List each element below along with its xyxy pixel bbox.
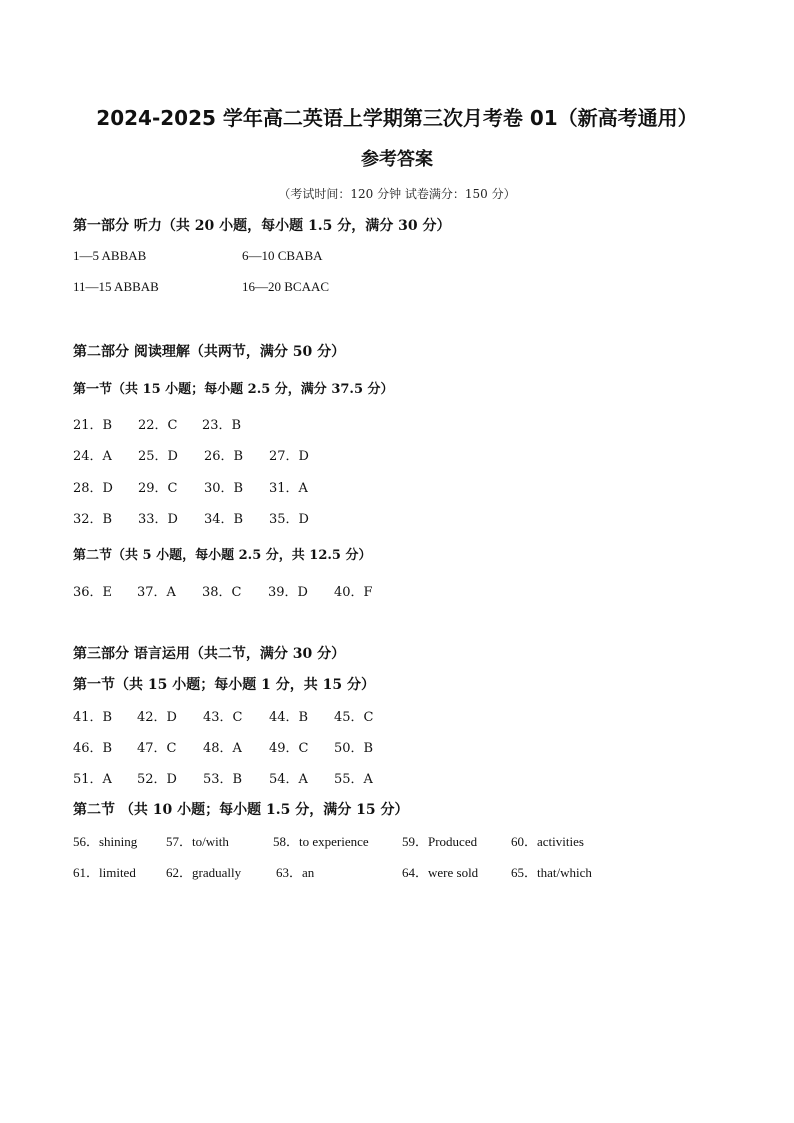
answer-item: 29．C	[138, 481, 178, 496]
answer-item: 30．B	[204, 481, 244, 496]
answer-item: 65．that/which	[511, 865, 592, 880]
answer-item: 45．C	[334, 710, 374, 725]
exam-info: （考试时间：120 分钟 试卷满分：150 分）	[278, 187, 516, 201]
answer-item: 61．limited	[73, 865, 136, 880]
answer-item: 51．A	[73, 772, 112, 787]
answer-group: 16—20 BCAAC	[242, 279, 330, 294]
answer-item: 52．D	[137, 772, 177, 787]
answer-item: 38．C	[202, 585, 242, 600]
answer-item: 58．to experience	[273, 834, 369, 849]
answer-item: 32．B	[73, 512, 113, 527]
answer-item: 63．an	[276, 865, 315, 880]
answer-group: 6—10 CBABA	[242, 248, 323, 263]
answer-item: 53．B	[203, 772, 243, 787]
answer-item: 28．D	[73, 481, 113, 496]
part1-heading: 第一部分 听力（共 20 小题，每小题 1.5 分，满分 30 分）	[73, 218, 451, 234]
answer-item: 35．D	[269, 512, 309, 527]
page-subtitle: 参考答案	[361, 149, 433, 170]
answer-item: 21．B	[73, 418, 113, 433]
answer-item: 31．A	[269, 481, 308, 496]
answer-item: 40．F	[334, 585, 373, 600]
part2-section1-heading: 第一节（共 15 小题；每小题 2.5 分，满分 37.5 分）	[73, 382, 394, 397]
part3-section2-heading: 第二节 （共 10 小题；每小题 1.5 分，满分 15 分）	[73, 802, 409, 818]
answer-item: 54．A	[269, 772, 308, 787]
part2-section2-heading: 第二节（共 5 小题，每小题 2.5 分，共 12.5 分）	[73, 548, 372, 563]
answer-item: 22．C	[138, 418, 178, 433]
answer-item: 33．D	[138, 512, 178, 527]
answer-item: 44．B	[269, 710, 309, 725]
part3-section1-heading: 第一节（共 15 小题；每小题 1 分，共 15 分）	[73, 677, 375, 693]
answer-item: 27．D	[269, 449, 309, 464]
answer-item: 64．were sold	[402, 865, 479, 880]
answer-group: 11—15 ABBAB	[73, 279, 159, 294]
answer-item: 23．B	[202, 418, 242, 433]
answer-item: 26．B	[204, 449, 244, 464]
answer-item: 39．D	[268, 585, 308, 600]
answer-item: 42．D	[137, 710, 177, 725]
part2-heading: 第二部分 阅读理解（共两节，满分 50 分）	[73, 344, 346, 360]
answer-item: 55．A	[334, 772, 373, 787]
answer-item: 50．B	[334, 741, 374, 756]
answer-item: 47．C	[137, 741, 177, 756]
part3-heading: 第三部分 语言运用（共二节，满分 30 分）	[73, 646, 346, 662]
answer-item: 41．B	[73, 710, 113, 725]
page-title: 2024-2025 学年高二英语上学期第三次月考卷 01（新高考通用）	[96, 106, 698, 130]
answer-item: 46．B	[73, 741, 113, 756]
answer-group: 1—5 ABBAB	[73, 248, 147, 263]
answer-item: 62．gradually	[166, 865, 242, 880]
answer-item: 43．C	[203, 710, 243, 725]
answer-item: 34．B	[204, 512, 244, 527]
answer-item: 25．D	[138, 449, 178, 464]
answer-item: 48．A	[203, 741, 242, 756]
answer-item: 37．A	[137, 585, 176, 600]
answer-item: 36．E	[73, 585, 113, 600]
answer-item: 24．A	[73, 449, 112, 464]
answer-item: 60．activities	[511, 834, 584, 849]
answer-item: 59．Produced	[402, 834, 478, 849]
answer-item: 49．C	[269, 741, 309, 756]
answer-item: 56．shining	[73, 834, 138, 849]
answer-item: 57．to/with	[166, 834, 229, 849]
